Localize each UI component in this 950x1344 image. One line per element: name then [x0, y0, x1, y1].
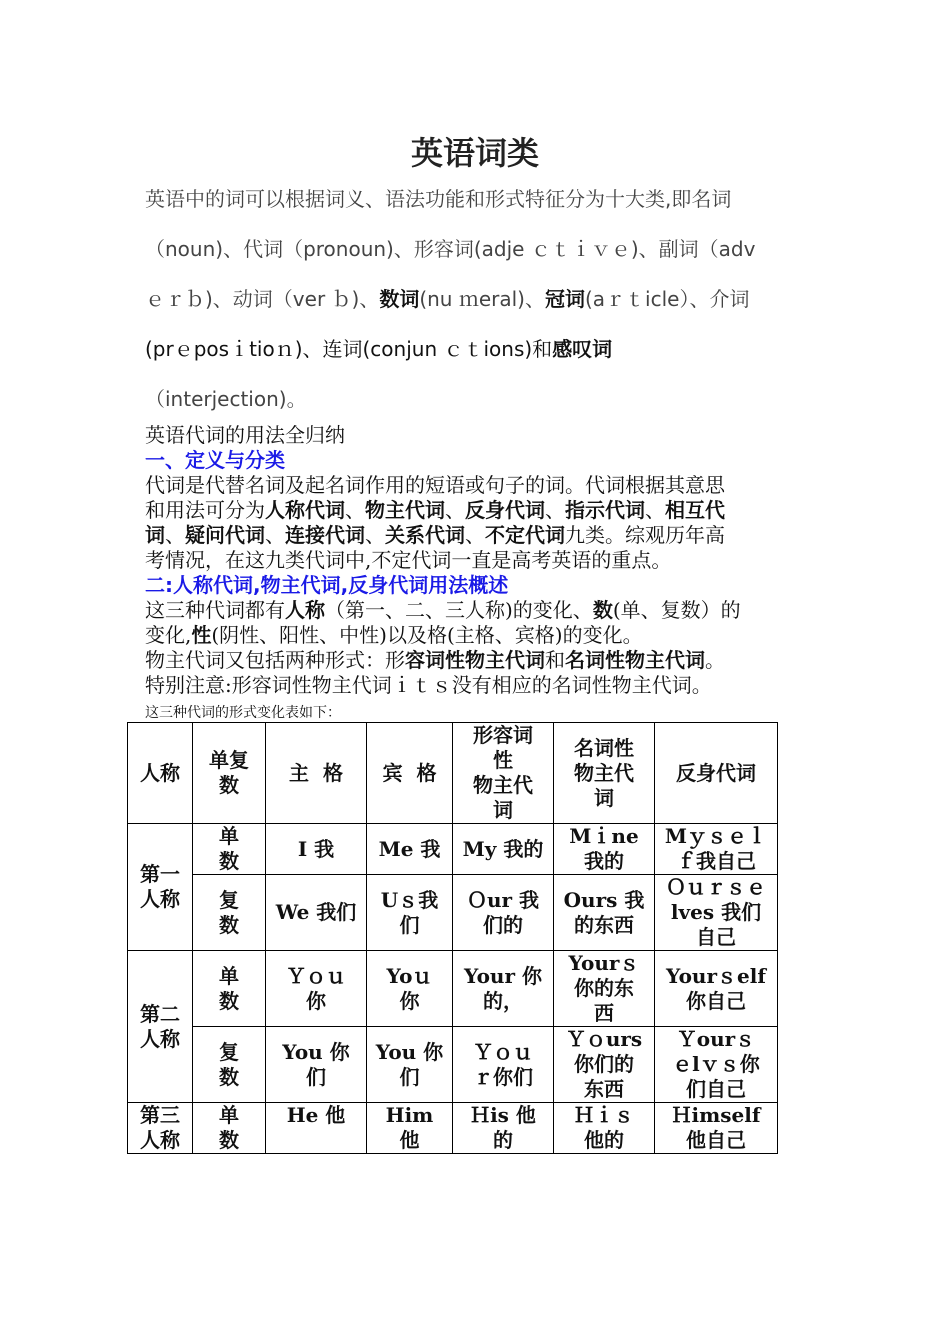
cell-text: You 你 们: [282, 1039, 350, 1089]
noun-possessive-cell: [554, 1027, 655, 1103]
text: （第一、二、三人称)的变化、: [325, 598, 593, 622]
bold-term: 人称: [285, 598, 325, 622]
intro-text: ｅｒｂ)、动词（ver ｂ)、: [145, 287, 380, 311]
number-cell: [193, 875, 266, 951]
text: (阴性、阳性、中性)以及格(主格、宾格)的变化。: [211, 623, 643, 647]
cell-text: 复 数: [219, 887, 239, 937]
cell-text: Ｏｕｒｓｅ lves 我们 自己: [666, 875, 766, 949]
header-adjective-possessive: [453, 723, 554, 824]
number-cell: [193, 1027, 266, 1103]
object-cell: [367, 951, 453, 1027]
noun-possessive-cell: [554, 824, 655, 875]
paragraph-overview-line-1: [145, 598, 807, 623]
bold-term: 物主代词: [365, 498, 445, 522]
text: 和用法可分为: [145, 498, 265, 522]
cell-text: Ｙｏurs 你们的 东西: [565, 1027, 643, 1101]
cell-text: My 我的: [462, 836, 544, 861]
adjective-possessive-cell: [453, 875, 554, 951]
intro-line-4: [145, 336, 810, 362]
intro-text: (nu ｍeral)、: [419, 287, 545, 311]
object-cell: [367, 1103, 453, 1154]
section-heading: 英语代词的用法全归纳: [145, 423, 345, 447]
cell-text: Your 你 的，: [464, 963, 542, 1013]
paragraph-overview-line-2: [145, 623, 807, 648]
text: 、: [645, 498, 665, 522]
bold-term: 人称代词: [265, 498, 345, 522]
header-text: 宾 格: [382, 760, 437, 785]
subject-cell: [266, 1103, 367, 1154]
header-text: 人称: [140, 760, 180, 785]
paragraph-note: 特别注意:形容词性物主代词ｉｔｓ没有相应的名词性物主代词。: [145, 673, 712, 697]
text: 和: [545, 648, 565, 672]
text: 、: [465, 523, 485, 547]
cell-text: Yourｓ 你的东 西: [568, 951, 640, 1025]
bold-term: 容词性物主代词: [405, 648, 545, 672]
reflexive-cell: [655, 951, 778, 1027]
header-text: 主 格: [289, 760, 343, 785]
text: 。: [705, 648, 725, 672]
table-header-row: [128, 723, 778, 824]
table-row: [128, 875, 778, 951]
table-row: [128, 824, 778, 875]
adjective-possessive-cell: [453, 824, 554, 875]
heading-overview: 二:人称代词,物主代词,反身代词用法概述: [145, 573, 509, 597]
cell-text: Ｙｏｕ ｒ你们: [473, 1039, 533, 1089]
paragraph-definition-line-1: 代词是代替名词及起名词作用的短语或句子的词。代词根据其意思: [145, 473, 725, 497]
text: 九类。综观历年高: [565, 523, 725, 547]
cell-text: Ｈis 他 的: [470, 1103, 536, 1152]
heading-definition: 一、定义与分类: [145, 448, 285, 472]
bold-term: 性: [191, 623, 212, 647]
bold-term: 相互代: [665, 498, 725, 522]
table-caption: 这三种代词的形式变化表如下：: [145, 705, 341, 721]
header-person: [128, 723, 193, 824]
cell-text: We 我们: [275, 900, 357, 924]
cell-text: Ｏur 我 们的: [466, 887, 540, 937]
cell-text: Yoｕ 你: [386, 963, 433, 1013]
cell-text: Yourｓelf 你自己: [666, 963, 766, 1013]
paragraph-possessive-forms: [145, 648, 807, 673]
header-object: [367, 723, 453, 824]
header-subject: [266, 723, 367, 824]
subject-cell: [266, 951, 367, 1027]
cell-text: 第一 人称: [140, 862, 180, 911]
cell-text: Mｉne 我的: [569, 824, 639, 873]
number-cell: [193, 951, 266, 1027]
intro-line-2: （noun)、代词（pronoun)、形容词(adje ｃｔｉｖｅ)、副词（adv: [145, 237, 756, 261]
adjective-possessive-cell: [453, 1103, 554, 1154]
cell-text: 单 数: [219, 963, 239, 1013]
noun-possessive-cell: [554, 1103, 655, 1154]
header-text: 反身代词: [676, 760, 756, 785]
cell-text: 第二 人称: [140, 1001, 180, 1051]
reflexive-cell: [655, 1103, 778, 1154]
bold-term: 反身代词: [465, 498, 545, 522]
cell-text: Uｓ我 们: [380, 887, 439, 937]
reflexive-cell: [655, 875, 778, 951]
bold-term: 词: [145, 523, 165, 547]
text: 物主代词又包括两种形式：形: [145, 648, 405, 672]
number-cell: [193, 824, 266, 875]
bold-term: 关系代词: [385, 523, 465, 547]
text: 、: [445, 498, 465, 522]
cell-text: 单 数: [219, 824, 239, 873]
second-person-cell: [128, 951, 193, 1103]
cell-text: Mｙｓｅｌ ｆ我自己: [664, 824, 768, 873]
table-row: [128, 1103, 778, 1154]
cell-text: Him 他: [385, 1103, 434, 1152]
bold-term: 数: [592, 598, 613, 622]
paragraph-definition-line-2: [145, 498, 807, 523]
cell-text: I 我: [297, 836, 335, 861]
text: 变化,: [145, 623, 192, 647]
adjective-possessive-cell: [453, 951, 554, 1027]
intro-text: (aｒｔicle）、介词: [584, 287, 750, 311]
reflexive-cell: [655, 824, 778, 875]
subject-cell: [266, 875, 367, 951]
bold-term: 指示代词: [565, 498, 645, 522]
cell-text: 复 数: [219, 1039, 239, 1089]
pronoun-table: [127, 722, 778, 1154]
third-person-cell: [128, 1103, 193, 1154]
header-noun-possessive: [554, 723, 655, 824]
text: 这三种代词都有: [145, 598, 285, 622]
object-cell: [367, 875, 453, 951]
cell-text: 第三 人称: [140, 1103, 180, 1152]
intro-bold: 数词: [379, 287, 420, 311]
text: 、: [165, 523, 185, 547]
cell-text: 单 数: [219, 1103, 239, 1152]
paragraph-definition-line-4: 考情况，在这九类代词中,不定代词一直是高考英语的重点。: [145, 548, 672, 572]
first-person-cell: [128, 824, 193, 951]
text: 、: [545, 498, 565, 522]
text: (单、复数）的: [612, 598, 741, 622]
number-cell: [193, 1103, 266, 1154]
subject-cell: [266, 824, 367, 875]
header-number: [193, 723, 266, 824]
noun-possessive-cell: [554, 951, 655, 1027]
intro-line-3: [145, 286, 810, 312]
text: 、: [365, 523, 385, 547]
cell-text: Ｙourｓ ｅlｖｓ你 们自己: [672, 1027, 760, 1101]
noun-possessive-cell: [554, 875, 655, 951]
document-title: 英语词类: [410, 134, 539, 172]
cell-text: Ｈｉｓ 他的: [574, 1103, 634, 1152]
header-text: 名词性 物主代 词: [574, 735, 634, 810]
object-cell: [367, 1027, 453, 1103]
reflexive-cell: [655, 1027, 778, 1103]
bold-term: 疑问代词: [185, 523, 265, 547]
cell-text: He 他: [286, 1103, 346, 1127]
intro-line-5: （interjection)。: [145, 387, 307, 411]
cell-text: Ours 我 的东西: [563, 887, 645, 937]
subject-cell: [266, 1027, 367, 1103]
text: 、: [345, 498, 365, 522]
cell-text: You 你 们: [375, 1039, 444, 1089]
cell-text: Ｙｏｕ 你: [286, 963, 346, 1013]
table-row: [128, 951, 778, 1027]
intro-line-1: 英语中的词可以根据词义、语法功能和形式特征分为十大类,即名词: [145, 187, 732, 211]
adjective-possessive-cell: [453, 1027, 554, 1103]
bold-term: 名词性物主代词: [565, 648, 705, 672]
header-text: 形容词 性 物主代 词: [473, 723, 533, 822]
bold-term: 不定代词: [485, 523, 565, 547]
intro-text: (prｅposｉtioｎ)、连词(conjun ｃｔions)和: [145, 337, 553, 361]
cell-text: Me 我: [378, 836, 441, 861]
object-cell: [367, 824, 453, 875]
intro-bold: 感叹词: [552, 337, 613, 361]
text: 、: [265, 523, 285, 547]
header-text: 单复 数: [209, 748, 249, 797]
header-reflexive: [655, 723, 778, 824]
bold-term: 连接代词: [285, 523, 365, 547]
cell-text: Ｈimself 他自己: [671, 1103, 761, 1152]
paragraph-definition-line-3: [145, 523, 807, 548]
table-row: [128, 1027, 778, 1103]
intro-bold: 冠词: [544, 287, 585, 311]
